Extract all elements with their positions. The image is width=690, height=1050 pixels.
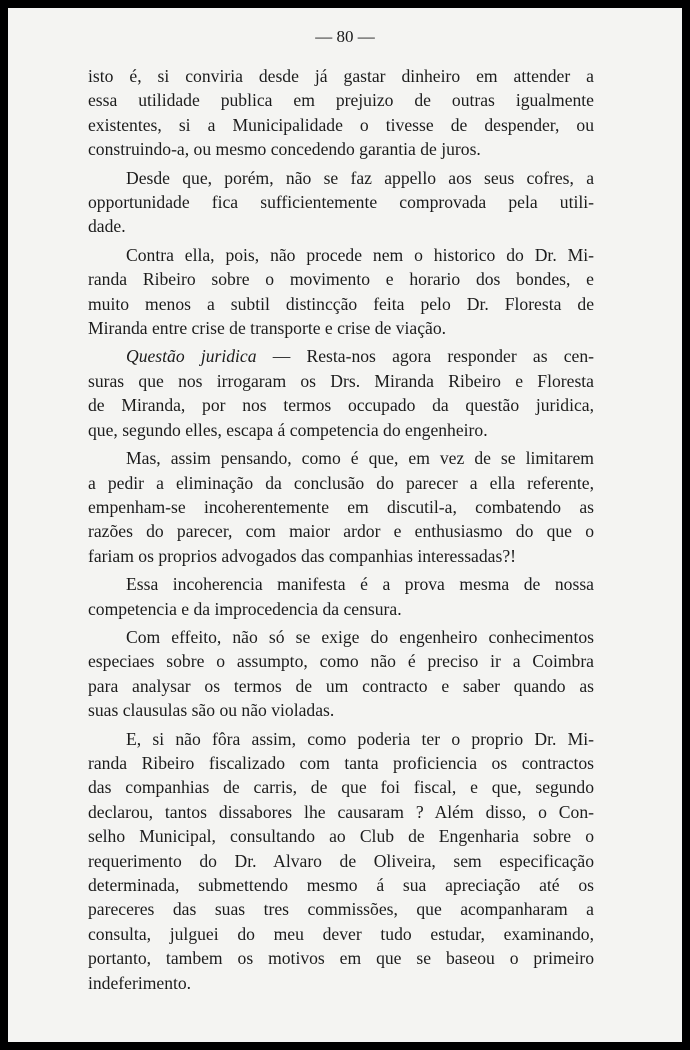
text-line — [88, 446, 594, 470]
text-line: pareceres das suas tres commissões, que acompanharam a — [88, 899, 594, 920]
page-number: — 80 — — [315, 27, 375, 46]
text-line: fariam os proprios advogados das companhias interessadas?! — [88, 545, 516, 566]
text-line: portanto, tambem os motivos em que se baseou o primeiro — [88, 948, 594, 969]
text-line: existentes, si a Municipalidade o tivesse de despender, ou — [88, 114, 594, 135]
text-line: a pedir a eliminação da conclusão do parecer a ella referente, — [88, 472, 594, 493]
text-line: selho Municipal, consultando ao Club de Engenharia sobre o — [88, 826, 594, 847]
text-line: randa Ribeiro sobre o movimento e horario dos bondes, e — [88, 269, 594, 290]
text-line: consulta, julguei do meu dever tudo estudar, examinando, — [88, 923, 594, 944]
text-line: que, segundo elles, escapa á competencia do engenheiro. — [88, 419, 488, 440]
text-line-content: Desde que, porém, não se faz appello aos seus cofres, a — [126, 167, 594, 188]
text-line-content: — Resta-nos agora responder as cen- — [256, 346, 595, 367]
text-line — [88, 572, 594, 596]
text-line: especiaes sobre o assumpto, como não é preciso ir a Coimbra — [88, 651, 594, 672]
text-line: suras que nos irrogaram os Drs. Miranda Ribeiro e Floresta — [88, 370, 594, 391]
text-line: empenham-se incoherentemente em discutil-a, combatendo as — [88, 496, 594, 517]
paragraph — [88, 625, 594, 723]
text-line: requerimento do Dr. Alvaro de Oliveira, sem especificação — [88, 850, 594, 871]
text-line: randa Ribeiro fiscalizado com tanta proficiencia os contractos — [88, 752, 594, 773]
text-line: isto é, si conviria desde já gastar dinheiro em attender a — [88, 66, 594, 86]
text-line — [88, 243, 594, 267]
text-line: muito menos a subtil distincção feita pelo Dr. Floresta de — [88, 293, 594, 314]
body-text — [88, 64, 594, 999]
paragraph — [88, 446, 594, 568]
text-line: dade. — [88, 216, 126, 237]
text-line: opportunidade fica sufficientemente comprovada pela utili- — [88, 192, 594, 213]
text-line — [88, 344, 594, 368]
paragraph — [88, 166, 594, 239]
text-line-content: Com effeito, não só se exige do engenheiro conhecimentos — [126, 626, 594, 647]
text-line: indeferimento. — [88, 972, 192, 993]
text-line: de Miranda, por nos termos occupado da questão juridica, — [88, 395, 594, 416]
text-line: razões do parecer, com maior ardor e enthusiasmo do que o — [88, 521, 594, 542]
text-line: suas clausulas são ou não violadas. — [88, 700, 335, 721]
text-line — [88, 727, 594, 751]
document-page — [8, 8, 682, 1042]
paragraph — [88, 727, 594, 995]
text-line: para analysar os termos de um contracto e saber quando as — [88, 675, 594, 696]
text-line-content: E, si não fôra assim, como poderia ter o proprio Dr. Mi- — [126, 728, 594, 749]
text-line-content: Essa incoherencia manifesta é a prova mesma de nossa — [126, 574, 594, 595]
text-line — [88, 166, 594, 190]
text-line: determinada, submettendo mesmo á sua apreciação até os — [88, 875, 594, 895]
text-line: Miranda entre crise de transporte e crise de viação. — [88, 318, 447, 339]
text-line — [88, 625, 594, 649]
text-line: das companhias de carris, de que foi fiscal, e que, segundo — [88, 777, 594, 798]
paragraph — [88, 64, 594, 162]
paragraph — [88, 344, 594, 442]
text-line: construindo-a, ou mesmo concedendo garantia de juros. — [88, 139, 481, 160]
text-line: competencia e da improcedencia da censura. — [88, 598, 402, 619]
paragraph — [88, 572, 594, 621]
text-line-content: Contra ella, pois, não procede nem o historico do Dr. Mi- — [126, 244, 594, 265]
section-heading: Questão juridica — [126, 346, 257, 367]
text-line: essa utilidade publica em prejuizo de outras igualmente — [88, 90, 594, 111]
paragraph — [88, 243, 594, 341]
text-line: declarou, tantos dissabores lhe causaram ? Além disso, o Con- — [88, 801, 594, 822]
text-line-content: Mas, assim pensando, como é que, em vez de se limitarem — [126, 448, 594, 469]
